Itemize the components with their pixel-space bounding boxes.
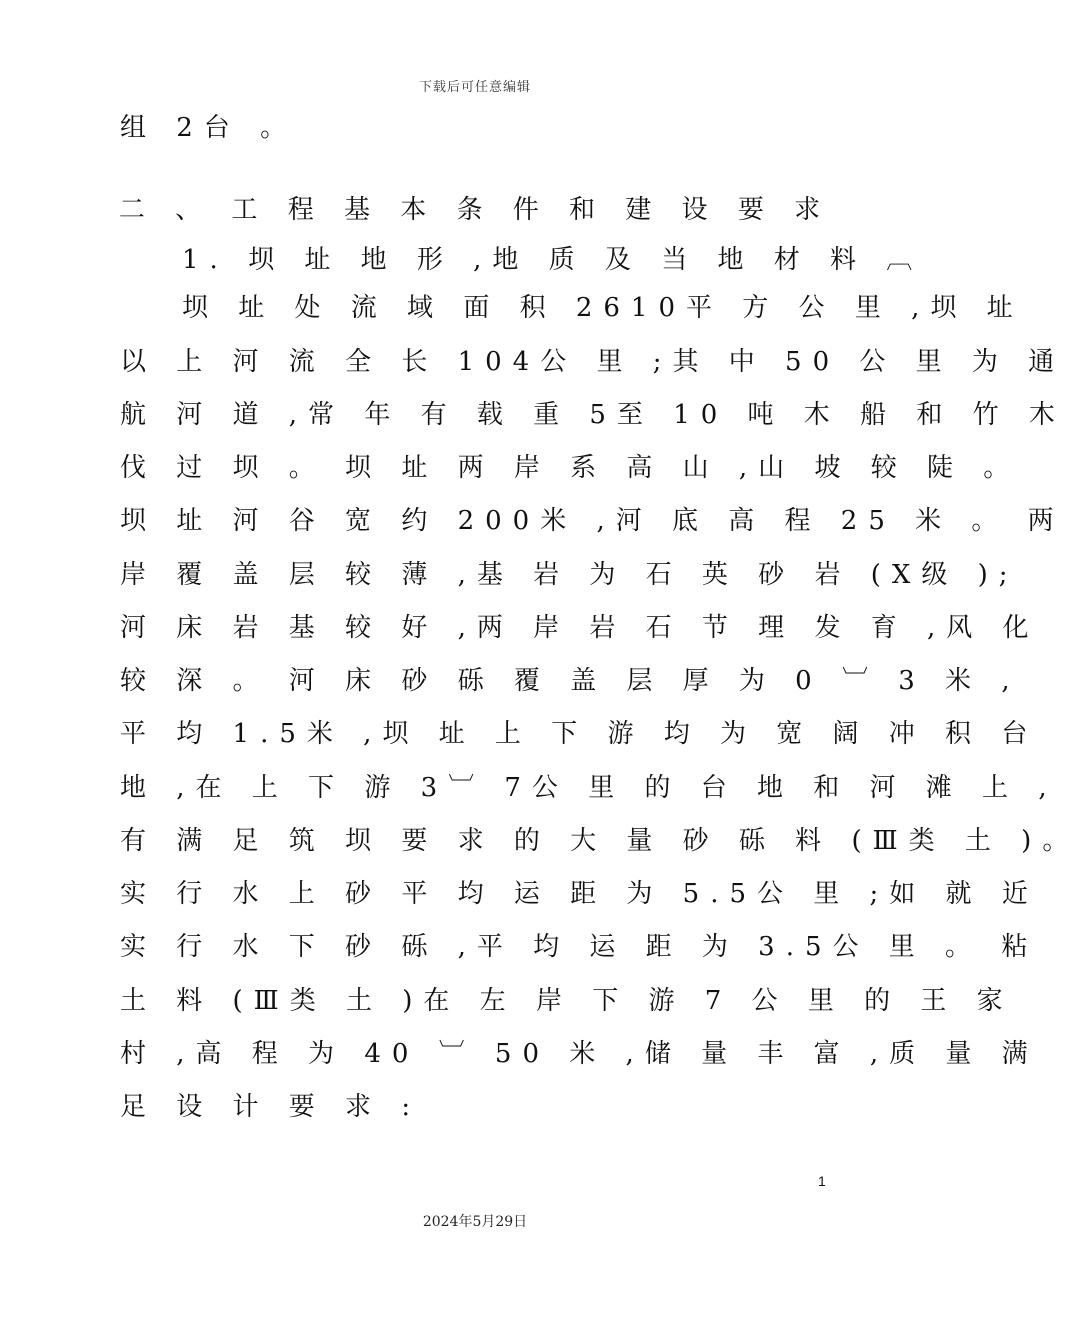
text-line-14: 有 满 足 筑 坝 要 求 的 大 量 砂 砾 料 (Ⅲ类 土 )。 [120,826,1079,856]
text-line-18: 村 ,高 程 为 40 ︺ 50 米 ,储 量 丰 富 ,质 量 满 [120,1039,1039,1069]
page-header: 下载后可任意编辑 [418,80,531,95]
section-heading: 二 、 工 程 基 本 条 件 和 建 设 要 求 [118,195,832,225]
text-line-11: 较 深 。 河 床 砂 砾 覆 盖 层 厚 为 0 ︺ 3 米 , [120,666,1021,696]
text-line-16: 实 行 水 下 砂 砾 ,平 均 运 距 为 3.5公 里 。 粘 [120,932,1039,962]
text-line-4: 坝 址 处 流 域 面 积 2610平 方 公 里 ,坝 址 [182,293,1024,323]
text-line-19: 足 设 计 要 求 : [120,1092,422,1122]
page-footer-date: 2024年5月29日 [422,1214,528,1230]
text-line-9: 岸 覆 盖 层 较 薄 ,基 岩 为 石 英 砂 岩 (X级 ); [120,560,1019,590]
text-line-1: 组 2台 。 [120,113,298,143]
text-line-10: 河 床 岩 基 较 好 ,两 岸 岩 石 节 理 发 育 ,风 化 [120,613,1040,643]
text-line-5: 以 上 河 流 全 长 104公 里 ;其 中 50 公 里 为 通 [120,347,1066,377]
text-line-17: 土 料 (Ⅲ类 土 )在 左 岸 下 游 7 公 里 的 王 家 [120,986,1014,1016]
text-line-13: 地 ,在 上 下 游 3︺ 7公 里 的 台 地 和 河 滩 上 , [120,773,1058,803]
text-line-12: 平 均 1.5米 ,坝 址 上 下 游 均 为 宽 阔 冲 积 台 [120,719,1039,749]
text-line-8: 坝 址 河 谷 宽 约 200米 ,河 底 高 程 25 米 。 两 [120,506,1065,536]
text-line-15: 实 行 水 上 砂 平 均 运 距 为 5.5公 里 ;如 就 近 [120,879,1039,909]
text-line-6: 航 河 道 ,常 年 有 载 重 5至 10 吨 木 船 和 竹 木 [120,400,1066,430]
text-line-7: 伐 过 坝 。 坝 址 两 岸 系 高 山 ,山 坡 较 陡 。 [120,453,1021,483]
page-number: 1 [818,1173,826,1189]
subsection-heading: 1. 坝 址 地 形 ,地 质 及 当 地 材 料 ︹ [182,245,924,275]
